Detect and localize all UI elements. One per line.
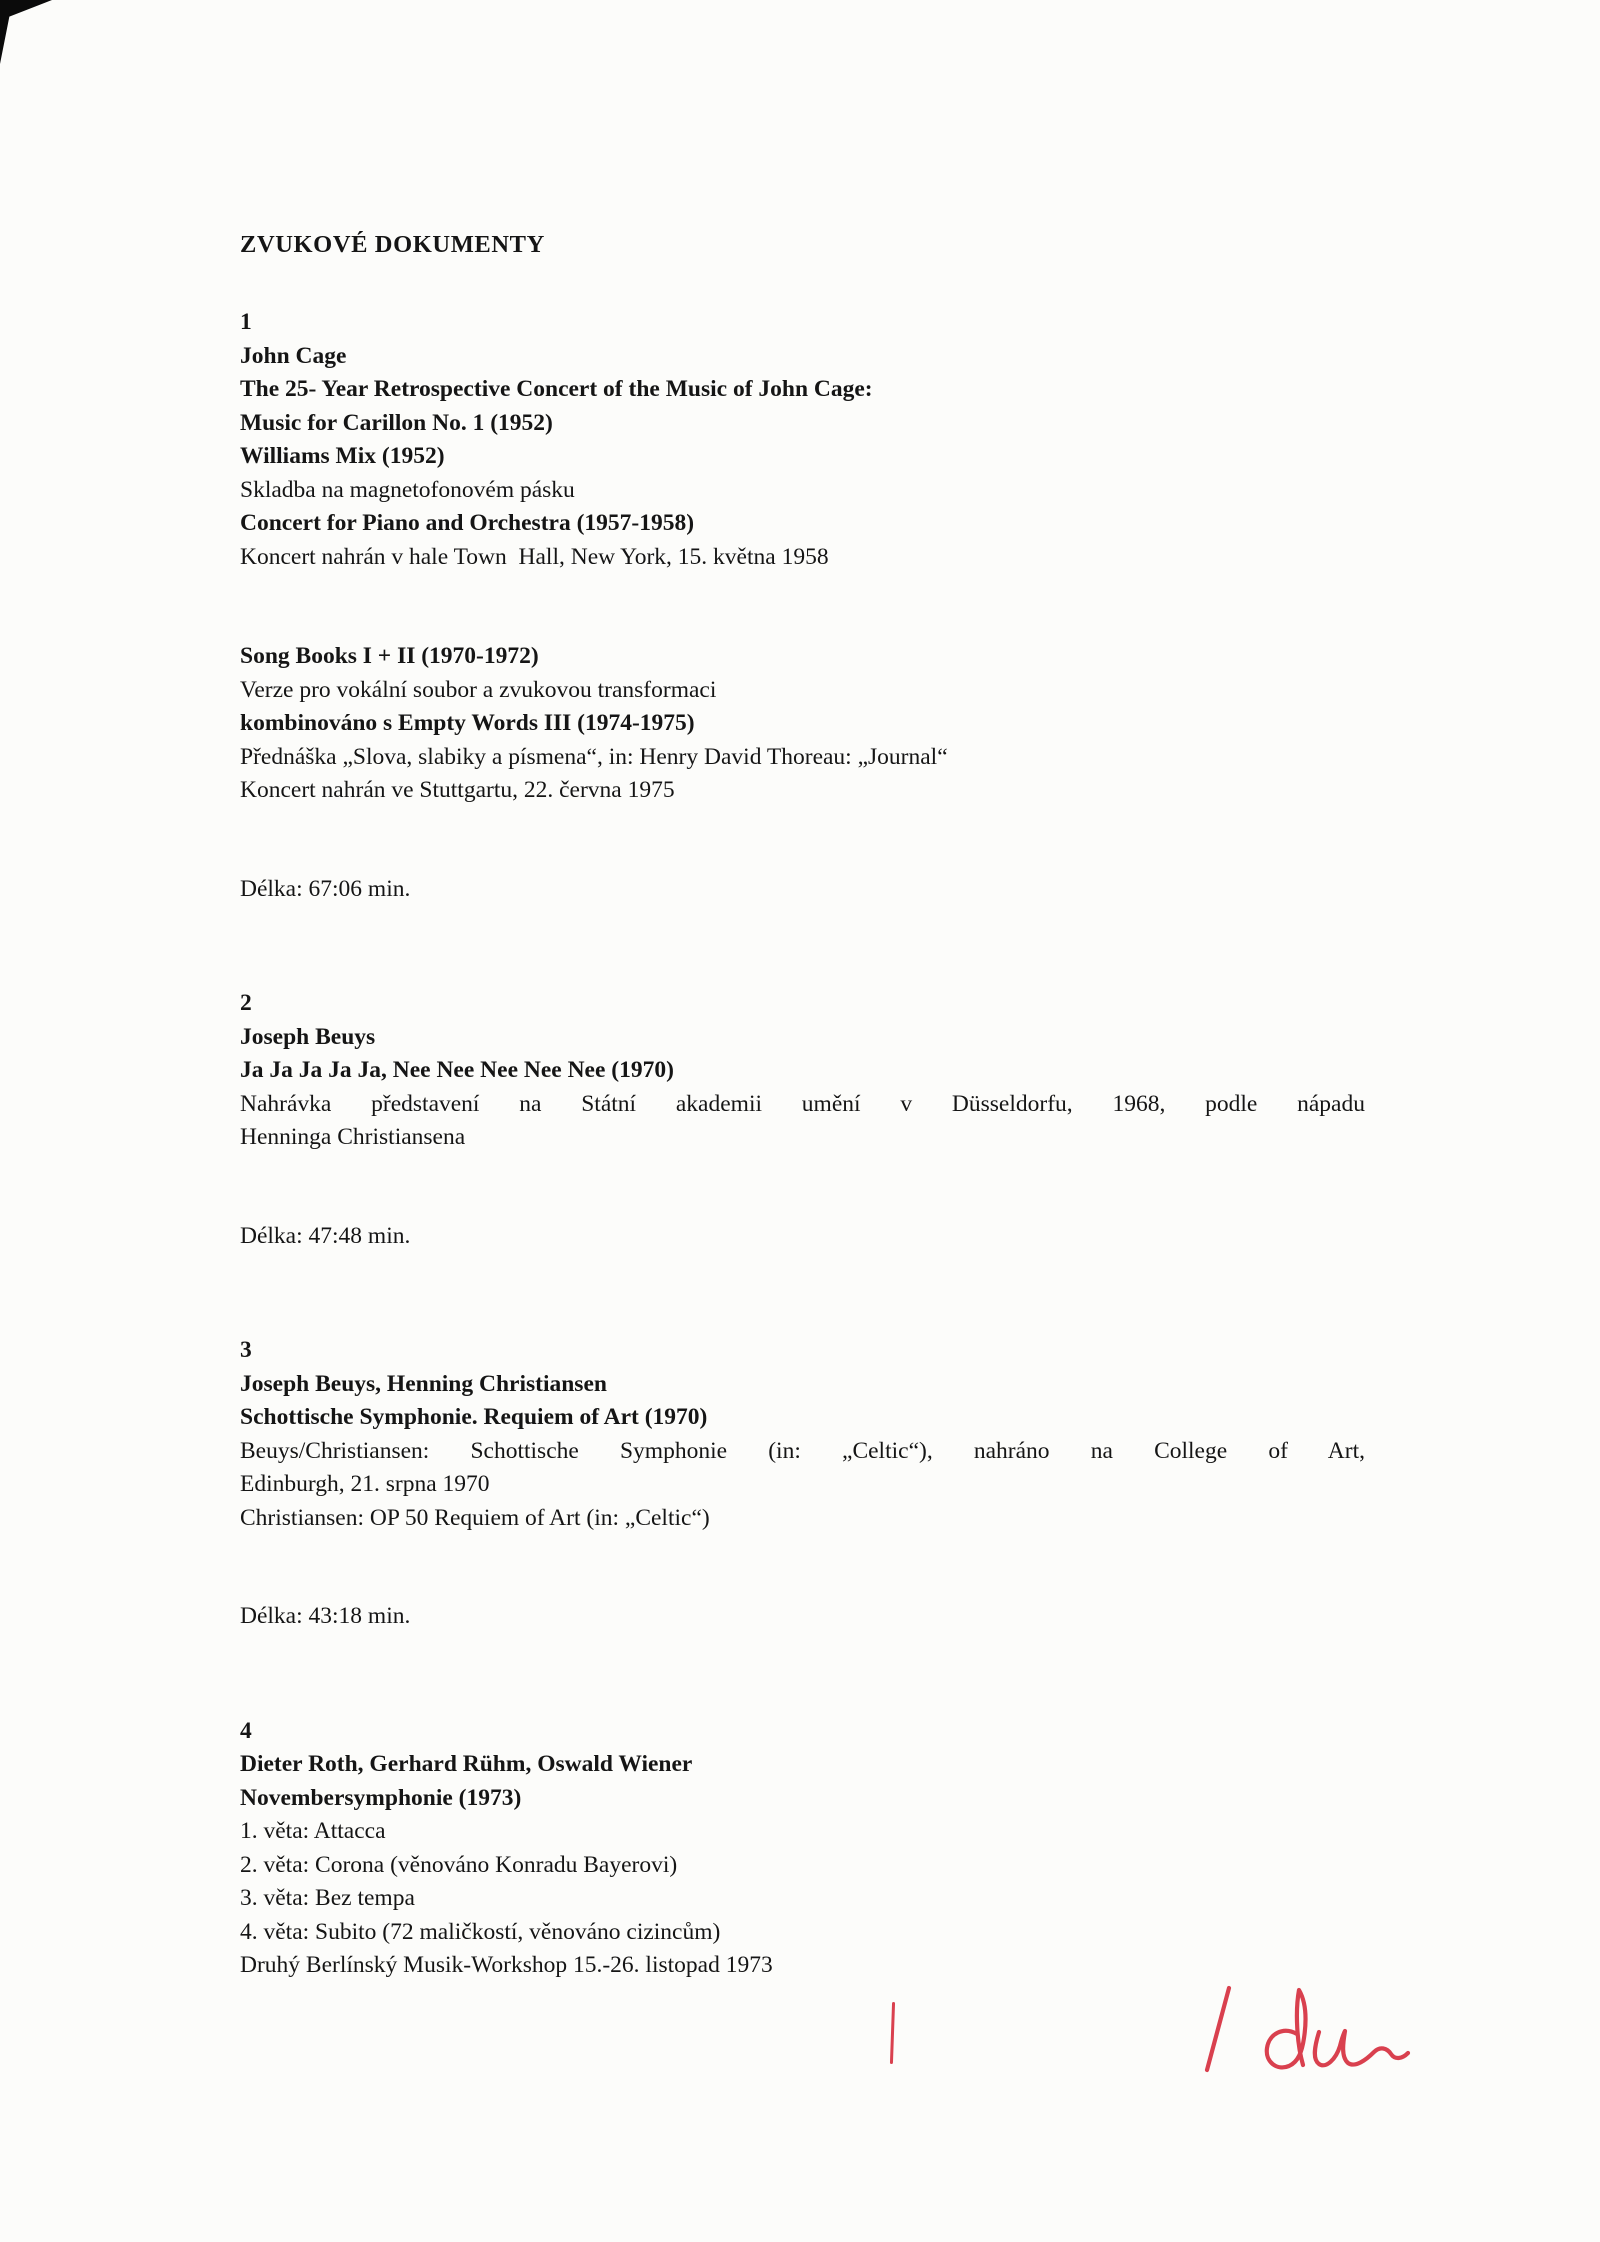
text-line: Beuys/Christiansen: Schottische Symphonie (in: „Celtic“), nahráno na College of Art, <box>240 1437 1365 1464</box>
text-line: Nahrávka představení na Státní akademii umění v Düsseldorfu, 1968, podle nápadu <box>240 1090 1365 1117</box>
text-line: Koncert nahrán ve Stuttgartu, 22. června 1975 <box>240 777 675 803</box>
text-line: Skladba na magnetofonovém pásku <box>240 476 575 503</box>
text-line: Henninga Christiansena <box>240 1124 466 1150</box>
text-line: 1. věta: Attacca <box>240 1818 386 1844</box>
document-section-1 <box>240 306 1365 906</box>
section-number: 3 <box>240 1337 252 1363</box>
paragraph <box>240 1021 1365 1155</box>
text-line: 4. věta: Subito (72 maličkostí, věnováno cizincům) <box>240 1918 721 1945</box>
document-section-3 <box>240 1334 1365 1634</box>
text-line: Ja Ja Ja Ja Ja, Nee Nee Nee Nee Nee (1970) <box>240 1057 674 1083</box>
text-line: Druhý Berlínský Musik-Workshop 15.-26. listopad 1973 <box>240 1952 773 1978</box>
duration-line: Délka: 47:48 min. <box>240 1222 411 1249</box>
document-title: ZVUKOVÉ DOKUMENTY <box>240 231 545 258</box>
duration-line: Délka: 43:18 min. <box>240 1603 411 1629</box>
section-number: 2 <box>240 990 252 1016</box>
text-line: Koncert nahrán v hale Town Hall, New York, 15. května 1958 <box>240 543 829 570</box>
handwritten-letter-u-tail <box>1315 2031 1408 2065</box>
paragraph <box>240 340 1365 575</box>
text-line: Joseph Beuys, Henning Christiansen <box>240 1370 607 1397</box>
text-line: Edinburgh, 21. srpna 1970 <box>240 1471 490 1497</box>
text-line: 3. věta: Bez tempa <box>240 1885 415 1911</box>
text-line: Dieter Roth, Gerhard Rühm, Oswald Wiener <box>240 1751 693 1777</box>
handwritten-slash-stroke <box>1207 1988 1229 2070</box>
scan-corner-artifact <box>0 0 52 64</box>
document-body <box>240 306 1365 1983</box>
text-line: The 25- Year Retrospective Concert of the Music of John Cage: <box>240 376 873 402</box>
text-line: Joseph Beuys <box>240 1023 376 1050</box>
text-line: Concert for Piano and Orchestra (1957-1958) <box>240 510 695 536</box>
handwritten-letter-d <box>1267 1990 1306 2067</box>
red-pen-tick <box>890 2002 895 2064</box>
duration-line: Délka: 67:06 min. <box>240 875 411 902</box>
section-number: 4 <box>240 1717 252 1744</box>
text-line: 2. věta: Corona (věnováno Konradu Bayerovi) <box>240 1851 678 1878</box>
text-line: kombinováno s Empty Words III (1974-1975) <box>240 710 695 736</box>
document-section-4 <box>240 1715 1365 1983</box>
text-line: Verze pro vokální soubor a zvukovou transformaci <box>240 676 717 703</box>
document-section-2 <box>240 987 1365 1253</box>
paragraph <box>240 1368 1365 1536</box>
text-line: John Cage <box>240 342 347 369</box>
text-line: Schottische Symphonie. Requiem of Art (1970) <box>240 1404 708 1430</box>
section-number: 1 <box>240 309 252 335</box>
text-line: Music for Carillon No. 1 (1952) <box>240 409 553 436</box>
text-line: Přednáška „Slova, slabiky a písmena“, in: Henry David Thoreau: „Journal“ <box>240 743 948 770</box>
text-line: Novembersymphonie (1973) <box>240 1784 522 1811</box>
text-line: Song Books I + II (1970-1972) <box>240 643 539 669</box>
paragraph <box>240 640 1365 808</box>
paragraph <box>240 1748 1365 1983</box>
text-line: Christiansen: OP 50 Requiem of Art (in: „Celtic“) <box>240 1504 710 1531</box>
text-line: Williams Mix (1952) <box>240 443 445 469</box>
handwritten-annotation <box>1185 1972 1425 2087</box>
